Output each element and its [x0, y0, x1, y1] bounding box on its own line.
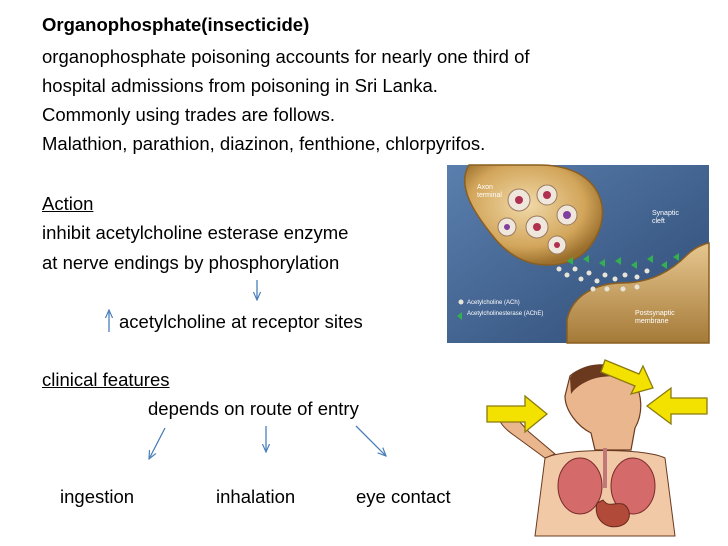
increase-text: acetylcholine at receptor sites [119, 311, 363, 332]
label-synaptic: Synaptic [652, 210, 679, 217]
action-line-1: inhibit acetylcholine esterase enzyme [42, 222, 349, 243]
legend-ache: Acetylcholinesterase (AChE) [467, 311, 544, 317]
label-postsynaptic: Postsynaptic [635, 310, 675, 317]
route-ingestion: ingestion [60, 486, 135, 507]
arrow-to-ingestion-icon [149, 428, 165, 459]
route-eye-contact: eye contact [356, 486, 451, 507]
arrow-to-nose-icon [647, 388, 707, 424]
arrow-to-eye-contact-icon [356, 426, 386, 456]
action-line-2: at nerve endings by phosphorylation [42, 252, 340, 273]
clinical-subtitle: depends on route of entry [148, 398, 359, 419]
label-terminal: terminal [477, 192, 502, 199]
intro-line-1: organophosphate poisoning accounts for nearly one third of [42, 46, 530, 67]
intro-line-2: hospital admissions from poisoning in Sri Lanka. [42, 75, 438, 96]
clinical-heading: clinical features [42, 369, 170, 390]
label-membrane: membrane [635, 318, 669, 325]
synapse-diagram [447, 165, 709, 343]
action-heading: Action [42, 193, 94, 214]
legend-ach-marker [459, 300, 464, 305]
intro-line-4: Malathion, parathion, diazinon, fenthione, chlorpyrifos. [42, 133, 486, 154]
legend-ach: Acetylcholine (ACh) [467, 300, 520, 306]
intro-line-3: Commonly using trades are follows. [42, 104, 336, 125]
label-cleft: cleft [652, 218, 665, 225]
body-entry-illustration [485, 358, 710, 536]
left-lung [558, 458, 602, 514]
label-axon: Axon [477, 184, 493, 191]
route-inhalation: inhalation [216, 486, 296, 507]
slide-title: Organophosphate(insecticide) [42, 14, 310, 35]
